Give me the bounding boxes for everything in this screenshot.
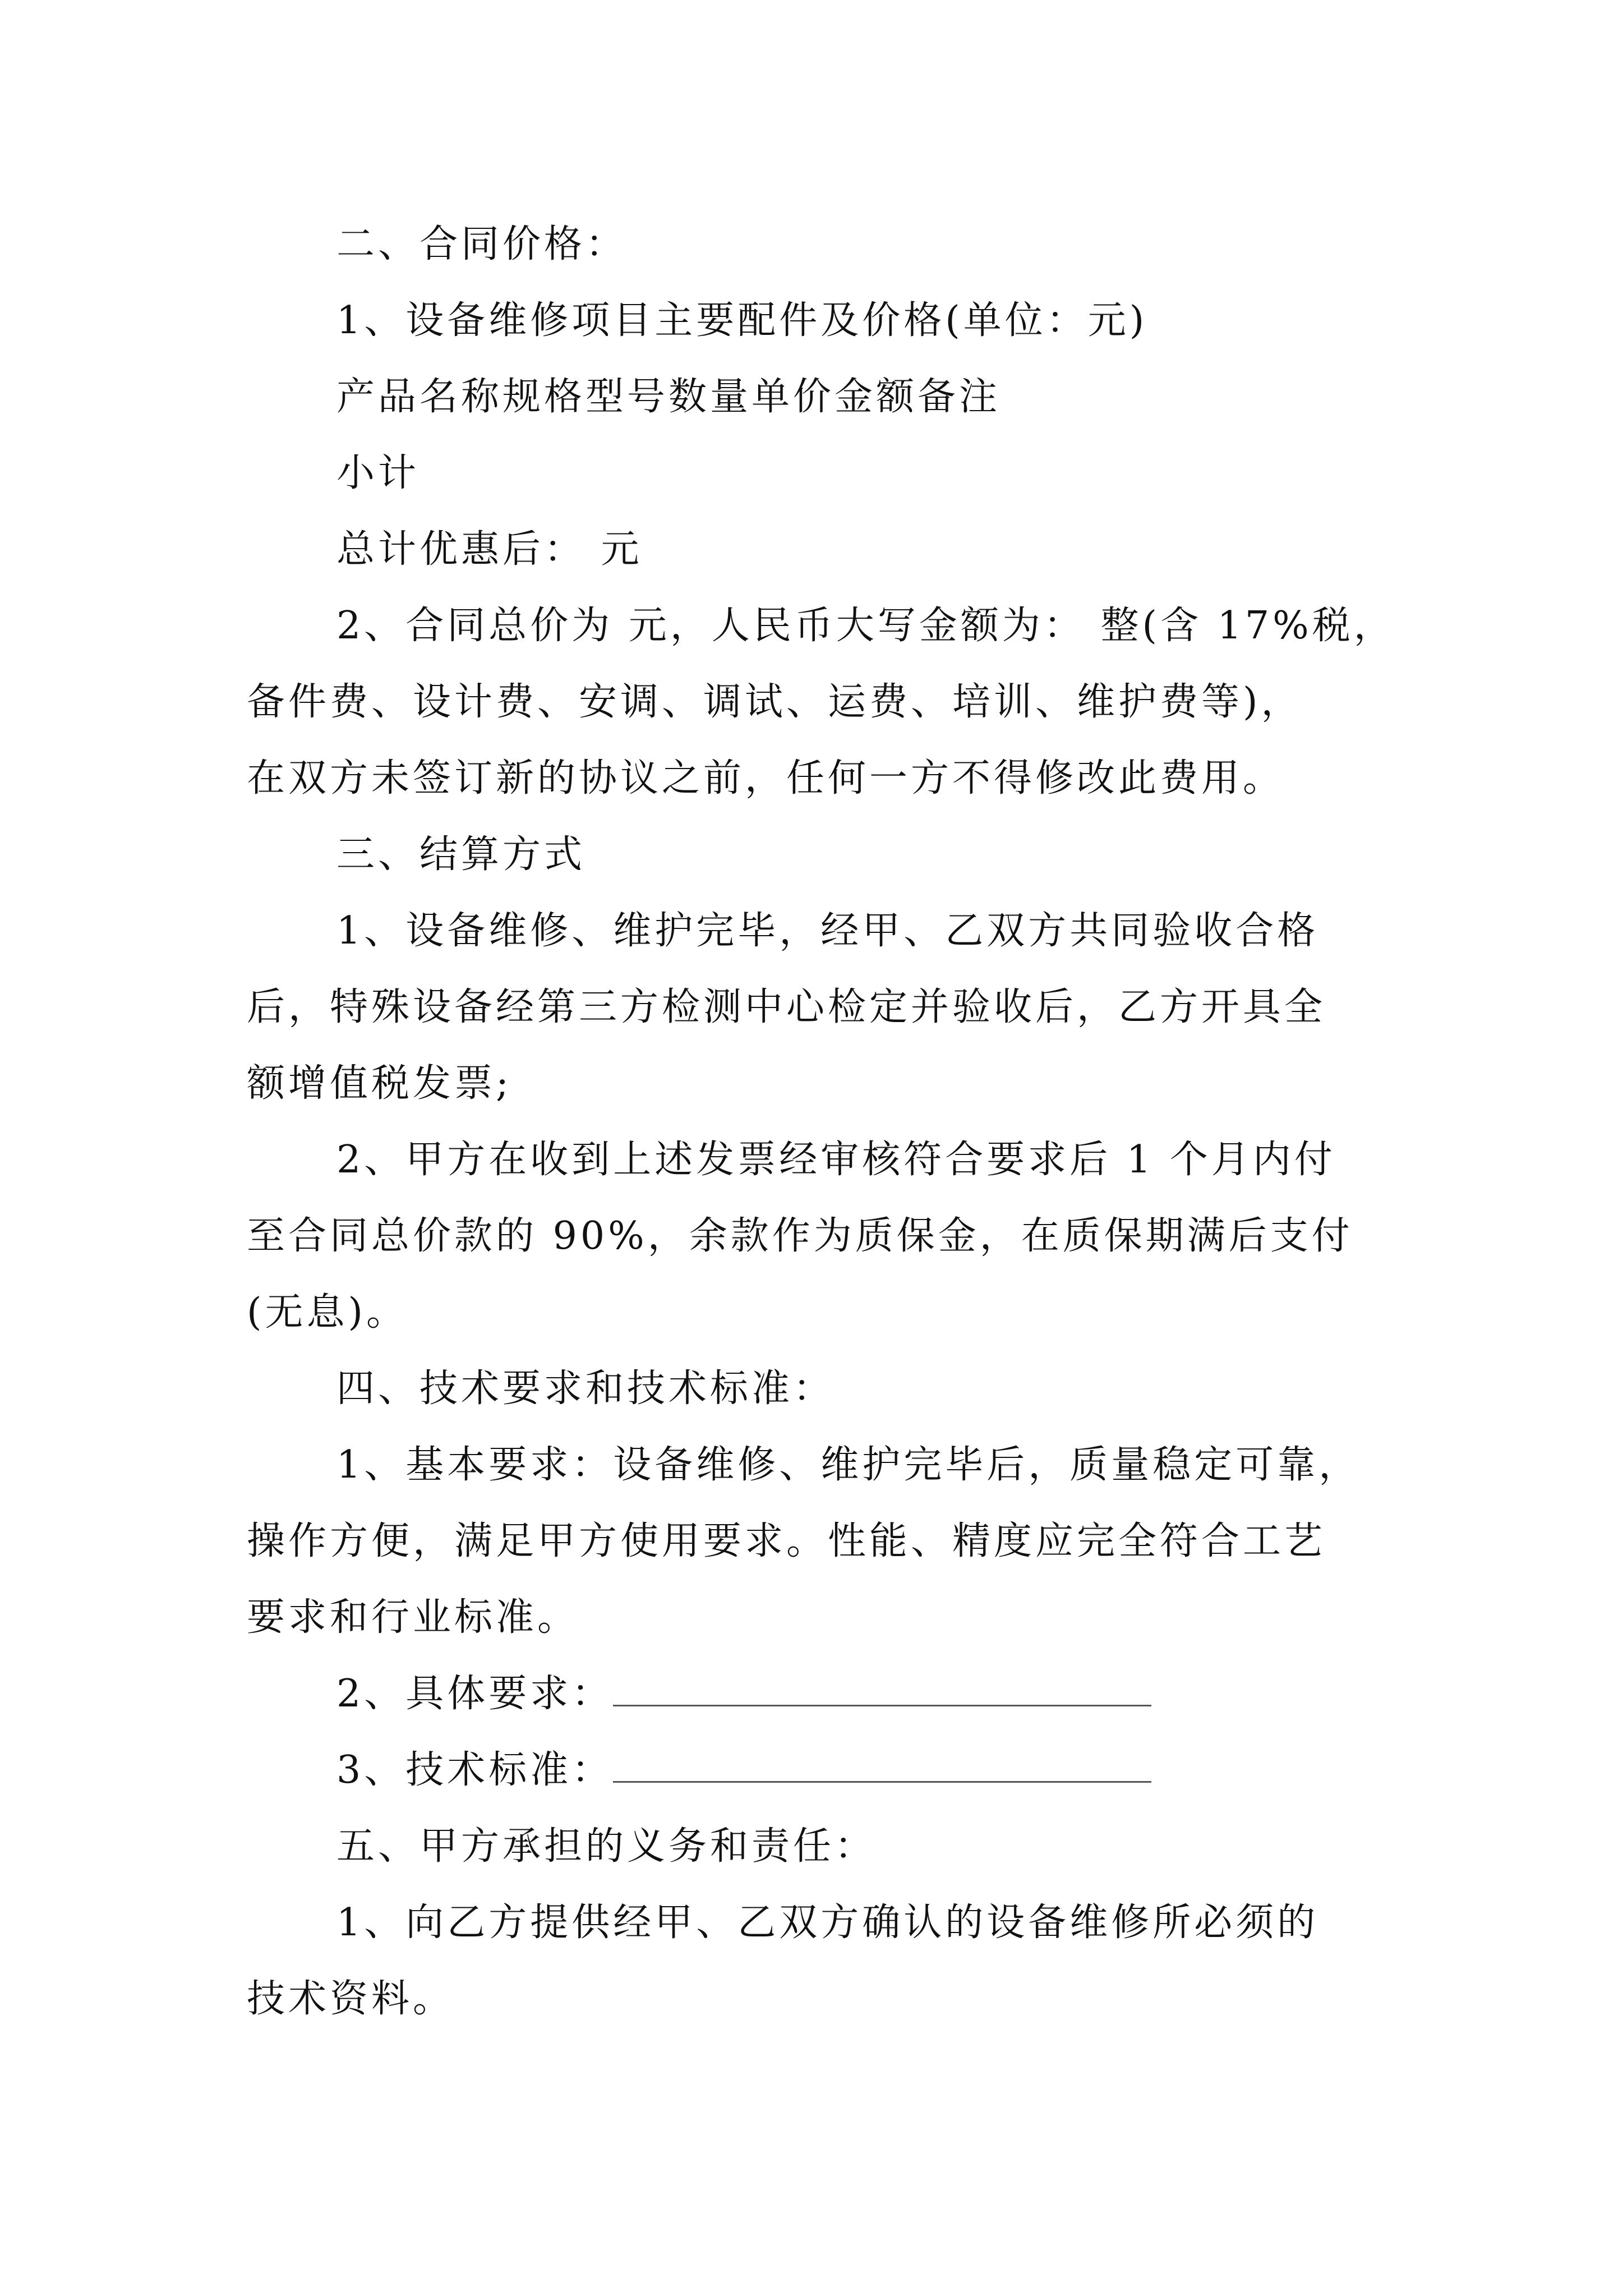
settlement-item-1-line-2: 后，特殊设备经第三方检测中心检定并验收后，乙方开具全 [247,985,1326,1029]
duty-item-1-line-2: 技术资料。 [247,1977,455,2021]
technical-item-1-line-3: 要求和行业标准。 [247,1595,579,1640]
technical-item-1-line-2: 操作方便，满足甲方使用要求。性能、精度应完全符合工艺 [247,1519,1326,1563]
technical-item-2 [247,1656,1380,1732]
technical-item-2-label: 2、具体要求： [336,1672,614,1716]
price-item-1: 1、设备维修项目主要配件及价格(单位：元) [336,298,1148,343]
technical-standard-blank [613,1747,1151,1783]
settlement-item-2-line-2: 至合同总价款的 90%，余款作为质保金，在质保期满后支付 [247,1214,1353,1258]
duty-item-1-line-1: 1、向乙方提供经甲、乙双方确认的设备维修所必须的 [336,1901,1319,1945]
section-heading-technical: 四、技术要求和技术标准： [336,1366,835,1411]
technical-item-3 [247,1732,1380,1809]
settlement-item-2-line-3: (无息)。 [247,1290,408,1335]
table-header-text: 产品名称规格型号数量单价金额备注 [336,375,1001,419]
subtotal-label: 小计 [336,451,420,495]
section-heading-settlement: 三、结算方式 [336,832,586,877]
section-heading-party-a-duties: 五、甲方承担的义务和责任： [336,1824,877,1869]
settlement-item-1-line-1: 1、设备维修、维护完毕，经甲、乙双方共同验收合格 [336,909,1319,953]
technical-item-3-label: 3、技术标准： [336,1748,614,1792]
price-item-2-line-1: 2、合同总价为 元，人民币大写金额为： 整(含 17%税， [336,604,1395,648]
specific-requirements-blank [613,1671,1151,1706]
section-heading-price: 二、合同价格： [336,222,628,266]
price-item-2-line-2: 备件费、设计费、安调、调试、运费、培训、维护费等)， [247,680,1303,724]
settlement-item-2-line-1: 2、甲方在收到上述发票经审核符合要求后 1 个月内付 [336,1138,1336,1182]
settlement-item-1-line-3: 额增值税发票; [247,1061,512,1106]
document-body [247,206,1395,2037]
technical-item-1-line-1: 1、基本要求：设备维修、维护完毕后，质量稳定可靠， [336,1443,1361,1487]
total-after-discount: 总计优惠后： 元 [336,527,643,572]
price-item-2-line-3: 在双方未签订新的协议之前，任何一方不得修改此费用。 [247,756,1285,800]
